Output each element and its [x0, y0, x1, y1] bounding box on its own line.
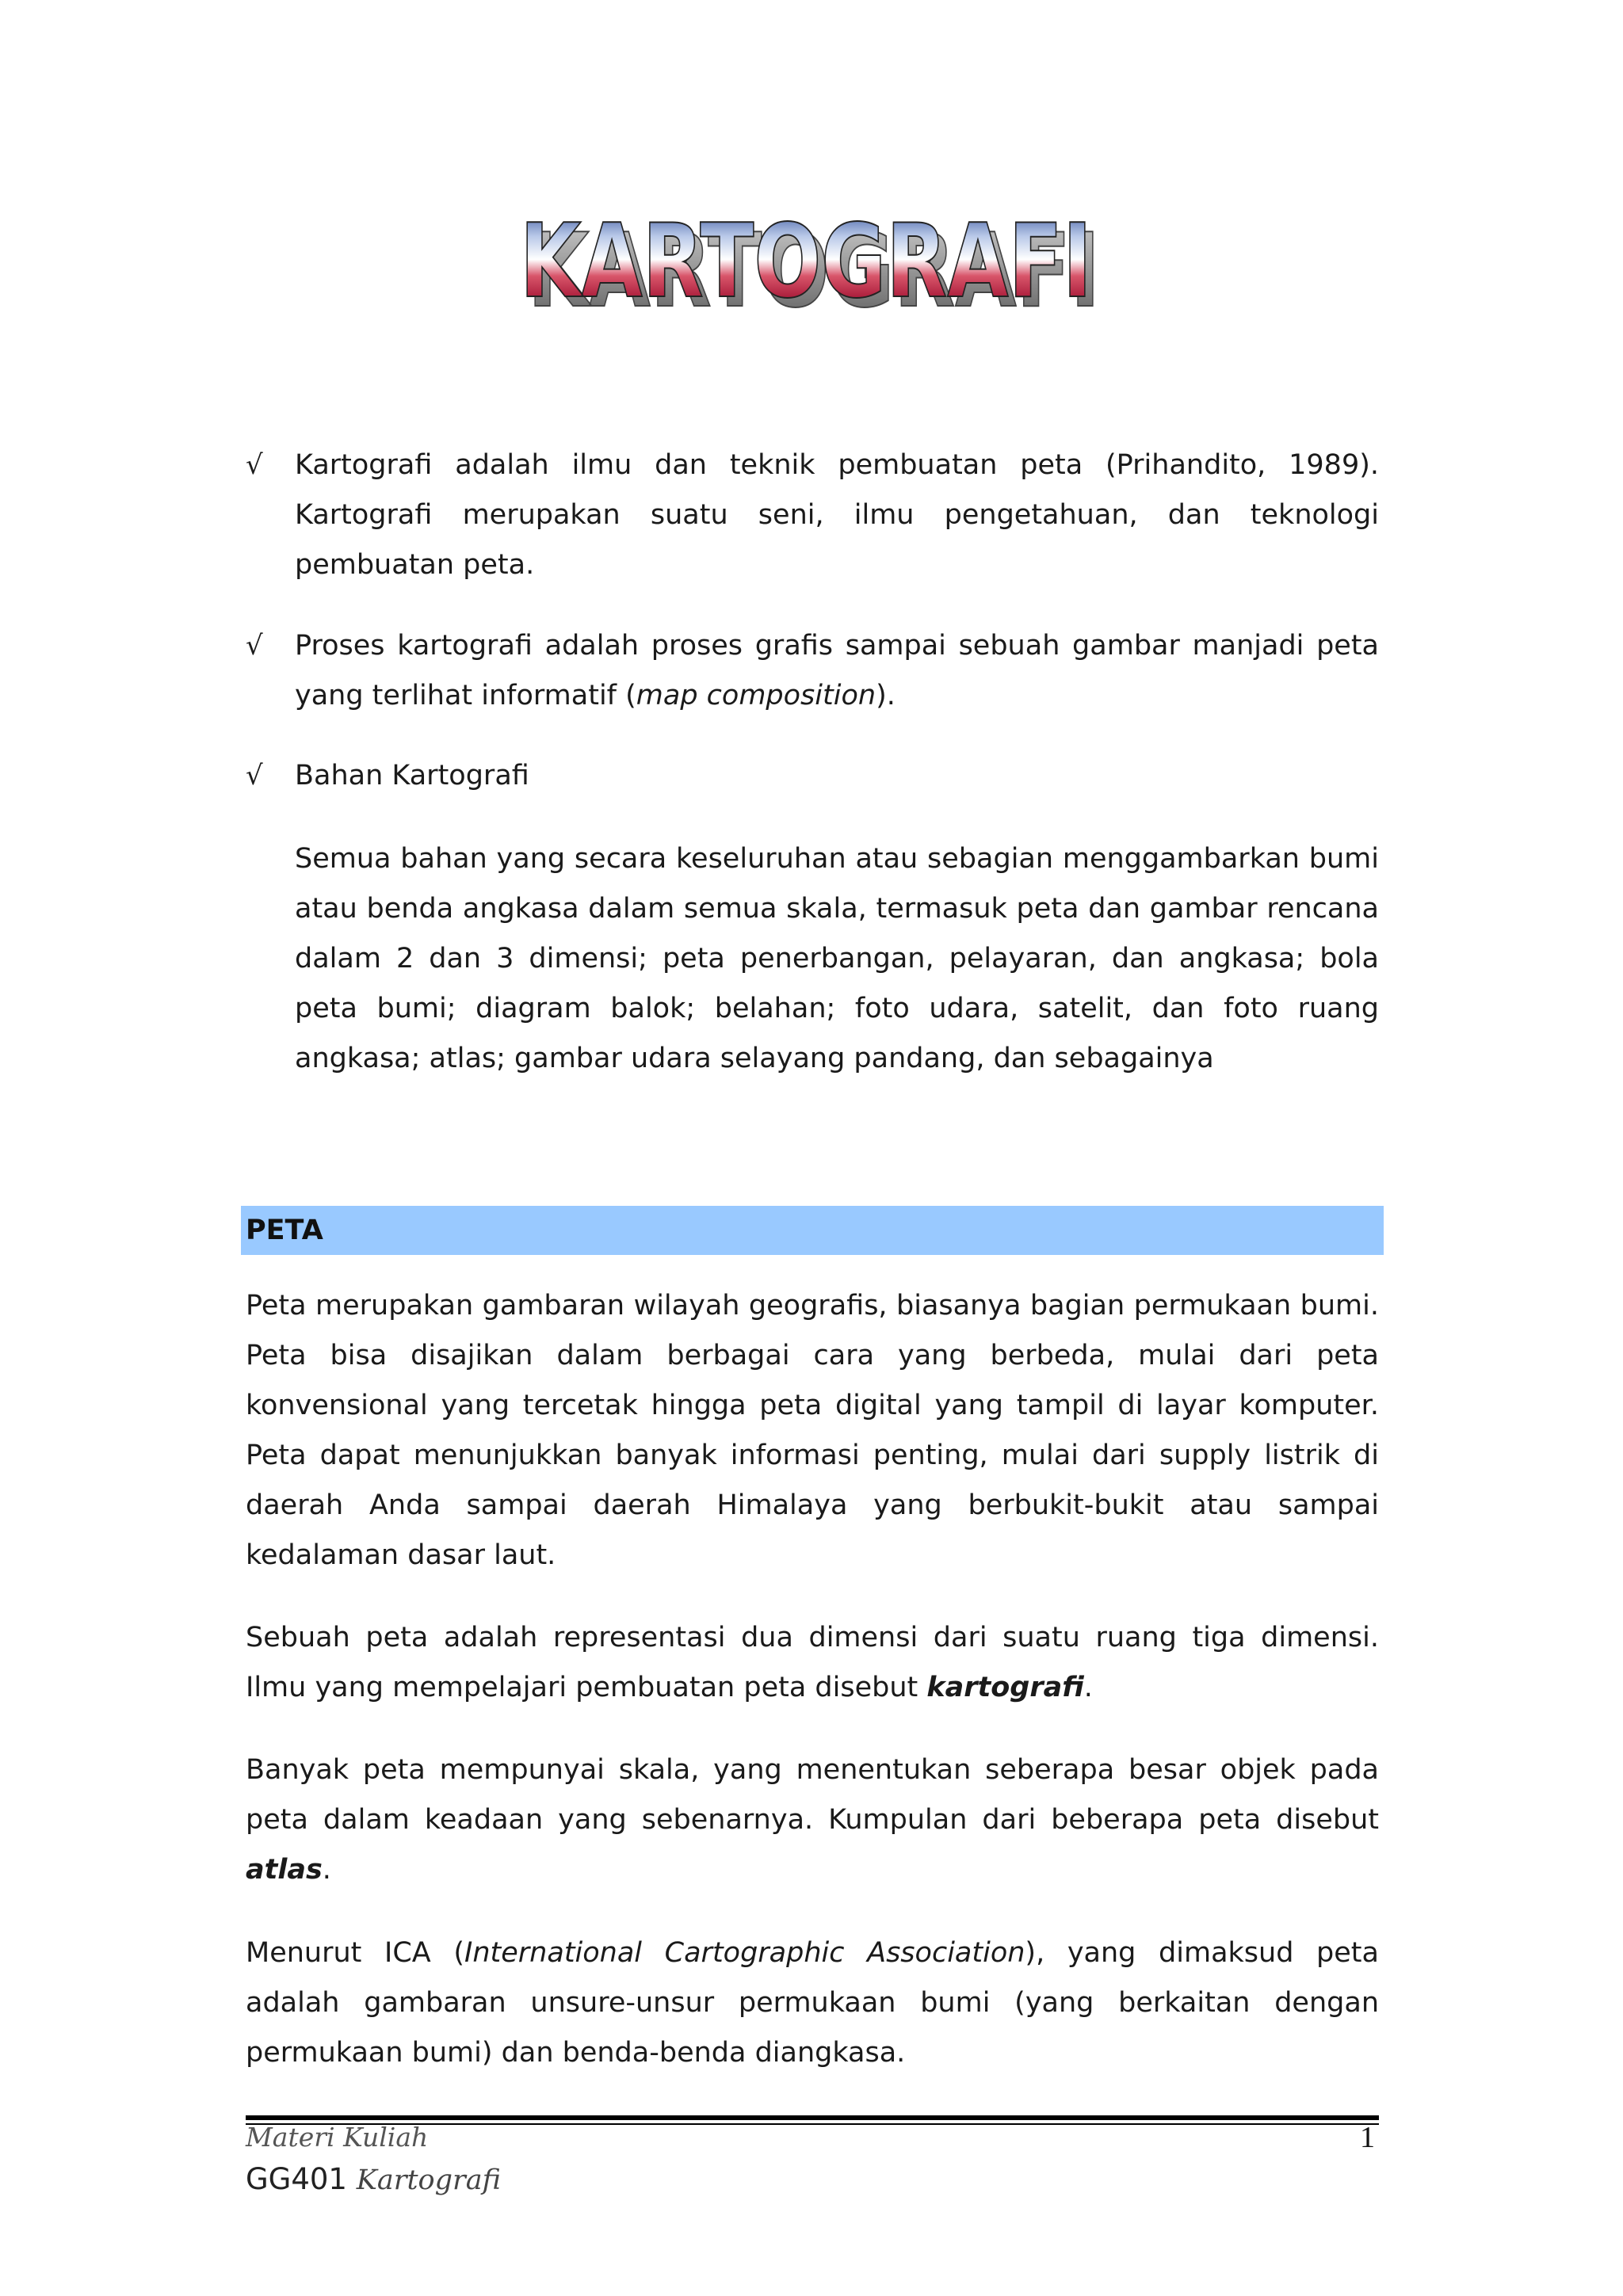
paragraph-text-part: Banyak peta mempunyai skala, yang menentukan seberapa besar objek pada peta dalam keadaan yang sebenarnya. Kumpulan dari beberapa peta disebut — [246, 1754, 1379, 1836]
bullet-item-definition — [246, 441, 1379, 590]
checkmark-bullet-icon: √ — [246, 760, 263, 791]
peta-paragraph-1: Peta merupakan gambaran wilayah geografis, biasanya bagian permukaan bumi. Peta bisa disajikan dalam berbagai cara yang berbeda, mulai dari peta konvensional yang tercetak hingga peta digital yang tampil di layar komputer. Peta dapat menunjukkan banyak informasi penting, mulai dari supply listrik di daerah Anda sampai daerah Himalaya yang berbukit-bukit atau sampai kedalaman dasar laut. — [246, 1290, 1379, 1571]
paragraph-text-part: . — [322, 1854, 331, 1886]
term-atlas: atlas — [246, 1854, 323, 1886]
bullet-item-process — [246, 621, 1379, 721]
term-kartografi: kartografi — [926, 1672, 1084, 1703]
title-text: KARTOGRAFI — [520, 203, 1092, 321]
paragraph-text-part: . — [1083, 1672, 1093, 1703]
paragraph-text-italic: International Cartographic Association — [464, 1937, 1025, 1969]
peta-paragraph-2 — [246, 1613, 1379, 1713]
peta-paragraph-3 — [246, 1745, 1379, 1895]
section-heading: PETA — [246, 1215, 323, 1246]
section-heading-bar — [241, 1206, 1384, 1255]
checkmark-bullet-icon: √ — [246, 449, 263, 481]
bullet-text: Kartografi adalah ilmu dan teknik pembuatan peta (Prihandito, 1989). Kartografi merupakan suatu seni, ilmu pengetahuan, dan teknologi pembuatan peta. — [295, 449, 1379, 581]
bullet-item-bahan — [246, 751, 1379, 801]
footer-course-label: Materi Kuliah — [246, 2122, 429, 2153]
paragraph-text-part: ), yang dimaksud peta adalah gambaran unsure-unsur permukaan bumi (yang berkaitan dengan permukaan bumi) dan benda-benda diangkasa. — [246, 1937, 1379, 2069]
bullet-text-italic: map composition — [636, 680, 876, 711]
bahan-paragraph: Semua bahan yang secara keseluruhan atau sebagian menggambarkan bumi atau benda angkasa dalam semua skala, termasuk peta dan gambar rencana dalam 2 dan 3 dimensi; peta penerbangan, pelayaran, dan angkasa; bola peta bumi; diagram balok; belahan; foto udara, satelit, dan foto ruang angkasa; atlas; gambar udara selayang pandang, dan sebagainya — [295, 843, 1379, 1074]
footer-course-code — [246, 2160, 501, 2200]
paragraph-text-part: Menurut ICA ( — [246, 1937, 465, 1969]
page-number: 1 — [1360, 2121, 1375, 2154]
footer-course-name: Kartografi — [356, 2164, 501, 2196]
paragraph-text-part: Sebuah peta adalah representasi dua dimensi dari suatu ruang tiga dimensi. Ilmu yang mempelajari pembuatan peta disebut — [246, 1622, 1379, 1703]
kartografi-title-logo — [514, 195, 1116, 322]
peta-paragraph-4 — [246, 1928, 1379, 2078]
bullet-text-part: ). — [876, 680, 896, 711]
bullet-text-part: Proses kartografi adalah proses grafis sampai sebuah gambar manjadi peta yang terlihat informatif ( — [295, 630, 1379, 711]
footer-code: GG401 — [246, 2162, 347, 2196]
bullet-text — [295, 621, 1379, 721]
checkmark-bullet-icon: √ — [246, 630, 263, 662]
title-shadow-text: KARTOGRAFI — [528, 212, 1100, 322]
bullet-text: Bahan Kartografi — [295, 760, 529, 791]
